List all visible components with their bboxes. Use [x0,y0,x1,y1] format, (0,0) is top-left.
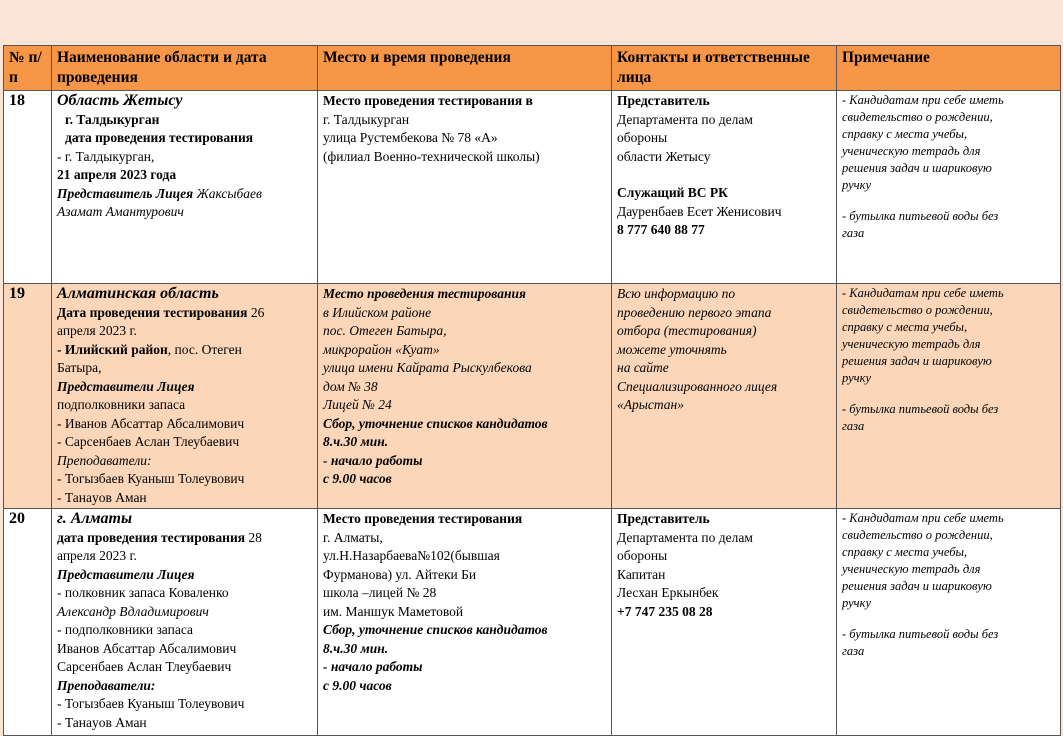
gather-label: Сбор, уточнение списков кандидатов [323,415,548,431]
teacher-line: - Танаyов Аман [57,714,147,730]
teacher-line: - Танаyов Аман [57,489,147,505]
representative-line: - Сарсенбаев Аслан Тлеубаевич [57,434,240,449]
note-line: - Кандидатам при себе иметь [842,286,1004,300]
representative-line: - Иванов Абсаттар Абсалимович [57,415,245,431]
note-line: ученическую тетрадь для [842,144,981,158]
table-row [4,284,1061,509]
header-region: Наименование области и дата проведения [52,46,318,91]
contacts-cell [612,284,837,509]
start-time: с 9.00 часов [323,471,392,486]
contact-line: обороны [617,130,668,145]
representative-name-2: Азамат Амантурович [57,204,184,219]
contact-phone: +7 747 235 08 28 [617,603,713,619]
test-date-2: апреля 2023 г. [57,323,137,338]
gather-label: Сбор, уточнение списков кандидатов [323,622,548,637]
note-line: ручку [842,596,871,610]
place-line: дом № 38 [323,378,378,394]
note-line: решения задач и шариковую [842,354,992,368]
contact-label: Представитель [617,93,710,108]
representative-label: Представитель Лицея [57,185,194,201]
place-line: г. Талдыкурган [323,111,410,127]
note-cell [837,91,1061,284]
place-line: ул.Н.Назарбаева№102(бывшая [323,548,500,563]
place-line: им. Маншук Маметовой [323,603,464,619]
representative-line [57,185,312,204]
place-line: улица Рустембекова № 78 «А» [323,130,498,145]
contact-line: можете уточнять [617,341,727,357]
note-line: решения задач и шариковую [842,161,992,175]
contact-line: Капитан [617,566,666,582]
place-line: в Илийском районе [323,304,432,320]
note-cell [837,284,1061,509]
region-title: Область Жетысу [57,92,183,109]
place-line: Фурманова) ул. Айтеки Би [323,566,477,582]
place-line: (филиал Военно-технической школы) [323,148,540,164]
note-line: справку с места учебы, [842,127,968,141]
district-name: - Илийский район [57,341,168,357]
region-cell [52,91,318,284]
place-line: микрорайон «Куат» [323,341,440,357]
representative-name: Жаксыбаев [196,185,262,201]
header-contacts: Контакты и ответственные лица [612,46,837,91]
contact-line: Всю информацию по [617,286,736,301]
table-header-row [4,46,1061,91]
representative-line: Александр Вдладимирович [57,603,209,619]
place-line: пос. Отеген Батыра, [323,323,447,338]
contact-phone: 8 777 640 88 77 [617,222,705,237]
date-city: - г. Талдыкурган, [57,148,155,164]
place-cell [318,91,612,284]
contact-label: Представитель [617,511,710,526]
test-date: 21 апреля 2023 года [57,167,177,182]
gather-time: 8.ч.30 мин. [323,640,389,656]
test-date-2: апреля 2023 г. [57,548,137,563]
note-line: - бутылка питьевой воды без [842,627,999,641]
date-label: Дата проведения тестирования [57,304,248,320]
header-place: Место и время проведения [318,46,612,91]
note-line: свидетельство о рождении, [842,303,993,317]
table-row [4,509,1061,736]
contact-line: области Жетысу [617,148,711,164]
teachers-label: Преподаватели: [57,677,156,693]
place-cell [318,284,612,509]
region-cell [52,284,318,509]
note-line: ручку [842,371,871,385]
test-date: 28 [248,529,262,545]
note-line: справку с места учебы, [842,320,968,334]
note-line: - Кандидатам при себе иметь [842,511,1004,525]
teacher-line: - Тогызбаев Куаныш Толеувович [57,471,245,486]
header-note: Примечание [837,46,1061,91]
contact-line: отбора (тестирования) [617,323,757,338]
note-line: газа [842,226,865,240]
header-num: № п/п [4,46,52,91]
district-rest: , пос. Отеген [167,341,242,357]
contact-line: обороны [617,548,668,563]
note-line: решения задач и шариковую [842,579,992,593]
date-line [57,304,312,323]
note-line: справку с места учебы, [842,545,968,559]
contacts-cell [612,91,837,284]
teacher-line: - Тогызбаев Куаныш Толеувович [57,696,245,711]
place-line: г. Алматы, [323,529,383,545]
date-line [57,529,312,548]
note-cell [837,509,1061,736]
test-date: 26 [250,304,265,320]
place-label: Место проведения тестирования [323,286,526,301]
note-line: ученическую тетрадь для [842,562,981,576]
note-line: - бутылка питьевой воды без [842,402,999,416]
region-title: Алматинская область [57,285,219,302]
district-line-2: Батыра, [57,360,102,375]
contact-name: Дауренбаев Есет Женисович [617,203,782,219]
place-label: Место проведения тестирования [323,511,523,526]
contact-line: на сайте [617,360,669,375]
representative-line: Сарсенбаев Аслан Тлеубаевич [57,659,232,674]
start-time: с 9.00 часов [323,677,392,693]
contact-line: Департамента по делам [617,529,753,545]
start-label: - начало работы [323,452,423,468]
note-line: ручку [842,178,871,192]
place-line: улица имени Кайрата Рыскулбекова [323,360,532,375]
row-number: 19 [4,284,52,509]
date-label: дата проведения тестирования [65,130,254,145]
schedule-table [3,45,1061,736]
row-number: 20 [4,509,52,736]
table-row [4,91,1061,284]
region-city: г. Талдыкурган [65,111,160,127]
contact-line: Специализированного лицея [617,378,778,394]
contact-line: проведению первого этапа [617,304,772,320]
representatives-label: Представители Лицея [57,378,195,394]
gather-time: 8.ч.30 мин. [323,434,389,449]
note-line: свидетельство о рождении, [842,110,993,124]
note-line: газа [842,419,865,433]
place-line: школа –лицей № 28 [323,585,437,600]
place-label: Место проведения тестирования в [323,93,533,108]
region-title: г. Алматы [57,510,133,527]
row-number: 18 [4,91,52,284]
representatives-label: Представители Лицея [57,566,195,582]
note-line: свидетельство о рождении, [842,528,993,542]
district-line [57,341,312,360]
note-line: - бутылка питьевой воды без [842,209,999,223]
teachers-label: Преподаватели: [57,452,152,468]
note-line: газа [842,644,865,658]
start-label: - начало работы [323,659,423,674]
representative-line: подполковники запаса [57,397,186,412]
region-cell [52,509,318,736]
representative-line: Иванов Абсаттар Абсалимович [57,640,237,656]
date-label: дата проведения тестирования [57,529,246,545]
contact-line: «Арыстан» [617,397,684,412]
place-cell [318,509,612,736]
contact-label-2: Служащий ВС РК [617,185,728,200]
contacts-cell [612,509,837,736]
representative-line: - полковник запаса Коваленко [57,585,229,600]
place-line: Лицей № 24 [323,397,392,412]
note-line: - Кандидатам при себе иметь [842,93,1004,107]
representative-line: - подполковники запаса [57,622,193,637]
contact-name: Лесхан Еркынбек [617,585,719,600]
contact-line: Департамента по делам [617,111,753,127]
note-line: ученическую тетрадь для [842,337,981,351]
